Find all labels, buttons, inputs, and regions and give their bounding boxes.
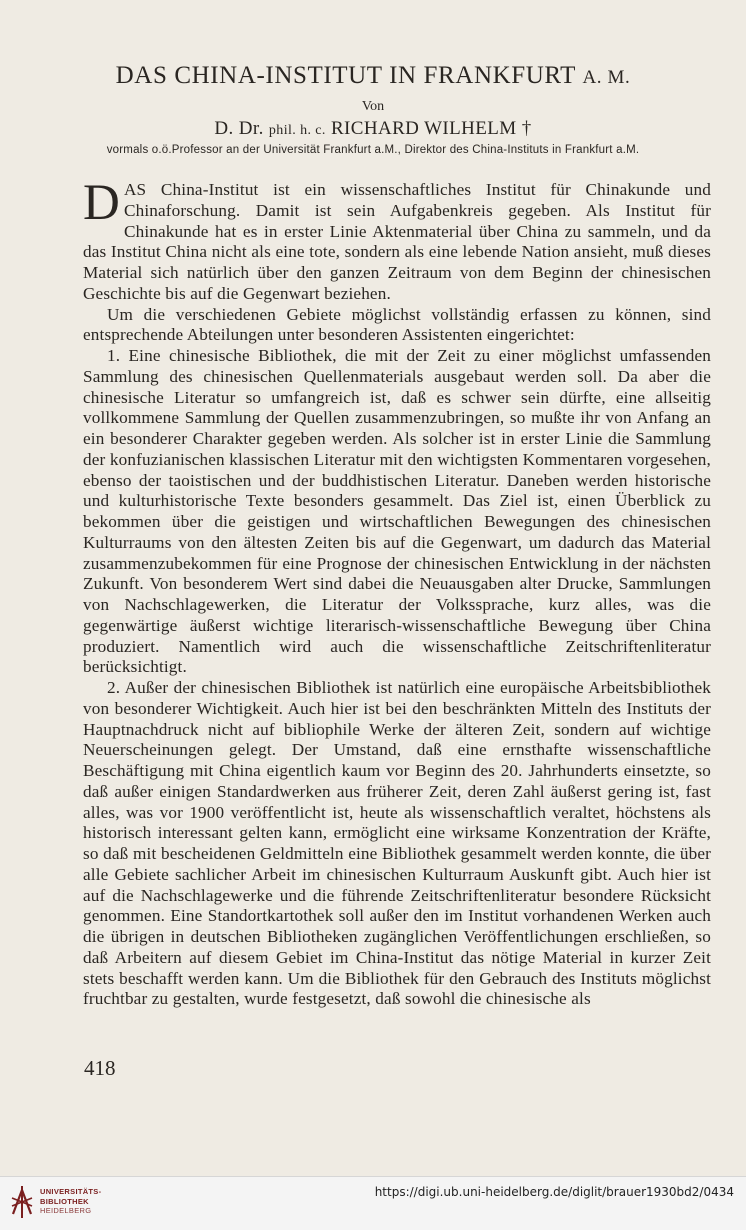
article-body [83, 175, 711, 1010]
paragraph-3: 1. Eine chinesische Bibliothek, die mit der Zeit zu einer möglichst umfassenden Sammlung des chinesischen Quellenmaterials ausgebaut werden soll. Da aber die chinesische Literatur so umfangreich ist, daß es schwer sein dürfte, eine allseitig vollkommene Sammlung der Quellen zusammenzubringen, so mußte ihr von Anfang an ein besonderer Charakter gegeben werden. Als solcher ist in erster Linie die Sammlung der konfuzianischen klassischen Literatur mit den wichtigsten Kommentaren vorgesehen, ebenso der taoistischen und der buddhistischen Literatur. Daneben werden historische und kulturhistorische Texte besonders gesammelt. Das Ziel ist, einen Überblick zu bekommen über die geistigen und wirtschaftlichen Bewegungen des chinesischen Kulturraums von den ältesten Zeiten bis auf die Gegenwart, um dadurch das Material zusammenzubekommen für eine Prognose der chinesischen Entwicklung in der nächsten Zukunft. Von besonderem Wert sind dabei die Neuausgaben alter Drucke, Sammlungen von Nachschlagewerken, die Literatur der Volkssprache, kurz alles, was die gegenwärtige äußerst wichtige literarisch-wissenschaftliche Bewegung über China produziert. Namentlich wird auch die wissenschaftliche Zeitschriftenliteratur berücksichtigt. [83, 346, 711, 677]
library-line-2: BIBLIOTHEK [40, 1196, 89, 1206]
library-name [40, 1187, 101, 1216]
viewer-footer [0, 1176, 746, 1230]
title-suffix: A. M. [582, 67, 631, 88]
author-name: RICHARD WILHELM † [330, 118, 532, 139]
paragraph-2: Um die verschiedenen Gebiete möglichst vollständig erfassen zu können, sind entsprechende Abteilungen unter besonderen Assistenten eingerichtet: [83, 304, 711, 345]
heidelberg-library-logo-icon[interactable] [9, 1184, 35, 1220]
permalink-url[interactable]: https://digi.ub.uni-heidelberg.de/diglit/brauer1930bd2/0434 [374, 1185, 734, 1199]
author-affiliation: vormals o.ö.Professor an der Universität Frankfurt a.M., Direktor des China-Instituts in Frankfurt a.M. [106, 144, 640, 156]
author-line [0, 118, 746, 140]
author-degree: phil. h. c. [268, 123, 326, 138]
library-line-3: HEIDELBERG [40, 1206, 92, 1215]
paragraph-1 [83, 175, 711, 305]
byline-von: Von [361, 99, 385, 114]
paragraph-4: 2. Außer der chinesischen Bibliothek ist natürlich eine europäische Arbeitsbibliothek von besonderer Wichtigkeit. Auch hier ist bei den beschränkten Mitteln des Instituts der Hauptnachdruck nicht auf bibliophile Werke der älteren Zeit, sondern auf wichtige Neuerscheinungen gelegt. Der Umstand, daß eine ernsthafte wissenschaftliche Beschäftigung mit China eigentlich kaum vor Beginn des 20. Jahrhunderts einsetzte, so daß außer einigen Standardwerken aus früherer Zeit, deren Zahl äußerst gering ist, fast alles, was vor 1900 veröffentlicht ist, heute als wissenschaftlich veraltet, höchstens als historisch interessant gelten kann, ermöglicht eine wirksame Konzentration der Kräfte, so daß mit bescheidenen Geldmitteln eine Bibliothek gesammelt werden konnte, die über alle Gebiete sachlicher Arbeit im chinesischen Kulturraum Auskunft gibt. Auch hier ist auf die Nachschlagewerke und die führende Zeitschriftenliteratur besondere Rücksicht genommen. Eine Standortkartothek soll außer den im Institut vorhandenen Werken auch die übrigen in deutschen Bibliotheken zugänglichen Veröffentlichungen erschließen, so daß Arbeitern auf diesem Gebiet im China-Institut das nötige Material in kurzer Zeit stets beschafft werden kann. Um die Bibliothek für den Gebrauch des Instituts möglichst fruchtbar zu gestalten, wurde festgesetzt, daß sowohl die chinesische als [83, 678, 711, 1009]
title-main: DAS CHINA-INSTITUT IN FRANKFURT [115, 62, 576, 89]
page-number: 418 [84, 1056, 116, 1080]
article-title [0, 62, 746, 90]
author-prefix: D. Dr. [214, 118, 264, 139]
library-line-1: UNIVERSITÄTS- [40, 1187, 102, 1196]
paragraph-1-text: AS China-Institut ist ein wissenschaftliches Institut für Chinakunde und Chinaforschung. Damit ist sein Aufgabenkreis gegeben. Als Institut für Chinakunde hat es in erster Linie Aktenmaterial über China zu sammeln, und da das Institut China nicht als eine tote, sondern als eine lebende Nation ansieht, muß dieses Material sich natürlich über den ganzen Zeitraum von dem Beginn der chinesischen Geschichte bis auf die Gegenwart beziehen. [83, 180, 711, 303]
drop-cap: D [83, 175, 120, 231]
